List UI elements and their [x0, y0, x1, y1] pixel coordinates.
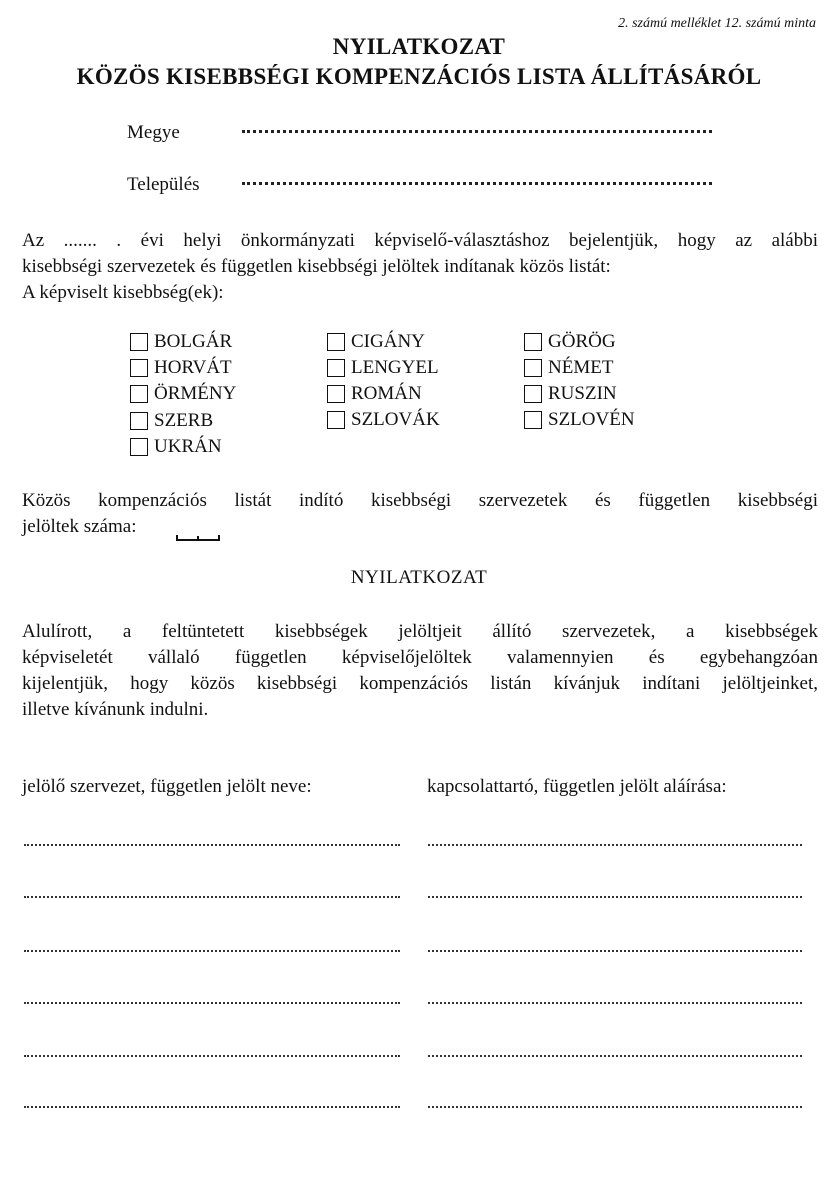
intro-line: Az ....... . évi helyi önkormányzati képviselő-választáshoz bejelentjük, hogy az alábbi	[22, 230, 818, 251]
county-field[interactable]	[242, 128, 712, 133]
nominator-name-line[interactable]	[24, 842, 400, 846]
signature-line[interactable]	[428, 1000, 802, 1004]
checkbox-label: SZLOVÁK	[351, 409, 440, 430]
declaration-heading: NYILATKOZAT	[350, 567, 488, 588]
nominator-column-header: jelölő szervezet, független jelölt neve:	[22, 776, 312, 797]
checkbox-bolgar[interactable]	[130, 331, 232, 353]
nominator-name-line[interactable]	[24, 1000, 400, 1004]
count-line: Közös kompenzációs listát indító kisebbségi szervezetek és független kisebbségi	[22, 490, 818, 511]
checkbox-square-icon[interactable]	[130, 385, 148, 403]
checkbox-nemet[interactable]	[524, 357, 613, 379]
nominator-name-line[interactable]	[24, 894, 400, 898]
declaration-line: Alulírott, a feltüntetett kisebbségek jelöltjeit állító szervezetek, a kisebbségek	[22, 621, 818, 642]
checkbox-szloven[interactable]	[524, 409, 635, 431]
checkbox-horvat[interactable]	[130, 357, 232, 379]
nominator-name-line[interactable]	[24, 948, 400, 952]
count-input[interactable]	[176, 531, 220, 541]
checkbox-label: ROMÁN	[351, 383, 422, 404]
signature-column-header: kapcsolattartó, független jelölt aláírása:	[427, 776, 727, 797]
checkbox-label: SZERB	[154, 410, 214, 431]
checkbox-label: HORVÁT	[154, 357, 232, 378]
checkbox-label: ÖRMÉNY	[154, 383, 237, 404]
checkbox-ormeny[interactable]	[130, 383, 236, 405]
checkbox-label: UKRÁN	[154, 436, 222, 457]
page-title: NYILATKOZAT	[332, 34, 506, 59]
signature-line[interactable]	[428, 1053, 802, 1057]
checkbox-gorog[interactable]	[524, 331, 616, 353]
checkbox-square-icon[interactable]	[524, 385, 542, 403]
checkbox-szerb[interactable]	[130, 410, 213, 432]
checkbox-square-icon[interactable]	[130, 412, 148, 430]
declaration-paragraph	[22, 619, 818, 723]
checkbox-label: NÉMET	[548, 357, 614, 378]
declaration-line: képviseletét vállaló független képviselőjelöltek valamennyien és egybehangzóan	[22, 647, 818, 668]
attachment-note: 2. számú melléklet 12. számú minta	[618, 16, 816, 31]
checkbox-lengyel[interactable]	[327, 357, 439, 379]
checkbox-square-icon[interactable]	[327, 359, 345, 377]
signature-line[interactable]	[428, 842, 802, 846]
checkbox-label: SZLOVÉN	[548, 409, 635, 430]
intro-paragraph	[22, 228, 818, 306]
checkbox-square-icon[interactable]	[524, 359, 542, 377]
checkbox-square-icon[interactable]	[327, 411, 345, 429]
checkbox-square-icon[interactable]	[524, 411, 542, 429]
checkbox-square-icon[interactable]	[130, 438, 148, 456]
checkbox-ruszin[interactable]	[524, 383, 617, 405]
signature-line[interactable]	[428, 948, 802, 952]
declaration-line: kijelentjük, hogy közös kisebbségi kompenzációs listán kívánjuk indítani jelöltjeinket,	[22, 673, 818, 694]
checkbox-label: BOLGÁR	[154, 331, 233, 352]
signature-line[interactable]	[428, 894, 802, 898]
county-label: Megye	[127, 122, 180, 143]
checkbox-label: CIGÁNY	[351, 331, 425, 352]
count-paragraph	[22, 488, 818, 540]
intro-line: kisebbségi szervezetek és független kisebbségi jelöltek indítanak közös listát:	[22, 256, 611, 277]
checkbox-label: GÖRÖG	[548, 331, 616, 352]
checkbox-roman[interactable]	[327, 383, 422, 405]
page-subtitle: KÖZÖS KISEBBSÉGI KOMPENZÁCIÓS LISTA ÁLLÍTÁSÁRÓL	[76, 64, 762, 89]
checkbox-label: LENGYEL	[351, 357, 439, 378]
checkbox-cigany[interactable]	[327, 331, 425, 353]
checkbox-square-icon[interactable]	[130, 359, 148, 377]
settlement-field[interactable]	[242, 180, 712, 185]
nominator-name-line[interactable]	[24, 1053, 400, 1057]
settlement-label: Település	[127, 174, 200, 195]
checkbox-label: RUSZIN	[548, 383, 617, 404]
intro-line: A képviselt kisebbség(ek):	[22, 282, 224, 303]
count-label: jelöltek száma:	[22, 516, 137, 537]
declaration-line: illetve kívánunk indulni.	[22, 699, 209, 720]
checkbox-szlovak[interactable]	[327, 409, 440, 431]
signature-line[interactable]	[428, 1104, 802, 1108]
checkbox-ukran[interactable]	[130, 436, 222, 458]
checkbox-square-icon[interactable]	[327, 385, 345, 403]
checkbox-square-icon[interactable]	[524, 333, 542, 351]
nominator-name-line[interactable]	[24, 1104, 400, 1108]
checkbox-square-icon[interactable]	[327, 333, 345, 351]
checkbox-square-icon[interactable]	[130, 333, 148, 351]
